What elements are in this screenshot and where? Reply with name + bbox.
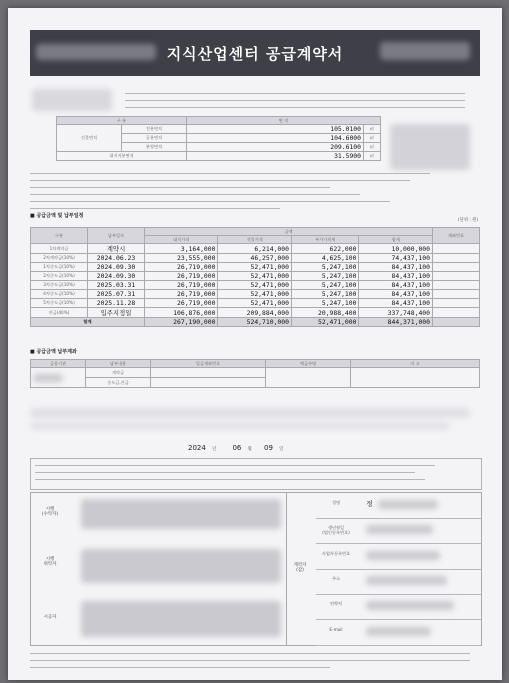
- buyer-field-row: [316, 518, 481, 544]
- payment-header-account: 계좌번호: [433, 228, 480, 244]
- area-unit: ㎡: [364, 125, 381, 134]
- title-bar: [30, 30, 480, 76]
- area-group-label: 건물면적: [57, 125, 122, 152]
- payment-date: 계약시: [88, 244, 145, 254]
- payment-header-date: 납부일자: [88, 228, 145, 244]
- payment-label: 2차계약금(10%): [31, 254, 88, 263]
- buyer-name: 정: [366, 500, 373, 508]
- account-content: 중도금,잔금: [86, 378, 151, 388]
- buyer-field-row: [316, 493, 481, 519]
- payment-row: [31, 290, 480, 299]
- seller-label: 시행 (수탁자): [41, 507, 59, 517]
- buyer-field-label: 사업자등록번호: [321, 550, 351, 556]
- payment-total: 74,437,100: [359, 254, 433, 263]
- payment-vat: 20,988,400: [291, 308, 359, 318]
- payment-total-label: 합계: [31, 318, 145, 327]
- payment-date: 2024.09.30: [88, 272, 145, 281]
- payment-land: 26,719,000: [145, 272, 218, 281]
- date-year-unit: 년: [212, 447, 217, 452]
- area-table: [56, 116, 381, 161]
- parties-block: [30, 492, 482, 646]
- account-table: [30, 359, 480, 388]
- payment-building: 52,471,000: [218, 281, 291, 290]
- area-value: 104.6000: [187, 134, 364, 143]
- buyer-field-row: [316, 544, 481, 570]
- payment-header-land: 대지가격: [145, 236, 218, 244]
- payment-label: 2차중도금(10%): [31, 272, 88, 281]
- payment-label: 잔금(40%): [31, 308, 88, 318]
- payment-account: [433, 299, 480, 308]
- buyer-label: 계약자 (갑): [293, 563, 307, 573]
- payment-total-building: 524,710,000: [218, 318, 291, 327]
- payment-date: 2025.03.31: [88, 281, 145, 290]
- buyer-field-label: 주소: [331, 575, 341, 581]
- payment-account: [433, 308, 480, 318]
- area-label: 공용면적: [122, 134, 187, 143]
- payment-date: 2025.11.28: [88, 299, 145, 308]
- payment-account: [433, 263, 480, 272]
- payment-date: 입주지정일: [88, 308, 145, 318]
- payment-row: [31, 272, 480, 281]
- buyer-field-row: [316, 594, 481, 620]
- account-header-holder: 예금주명: [266, 360, 351, 368]
- payment-total-vat: 52,471,000: [291, 318, 359, 327]
- payment-total: 337,748,400: [359, 308, 433, 318]
- payment-building: 46,257,000: [218, 254, 291, 263]
- payment-row: [31, 244, 480, 254]
- account-header-note: 비 고: [351, 360, 480, 368]
- payment-account: [433, 290, 480, 299]
- payment-vat: 4,625,100: [291, 254, 359, 263]
- payment-header-amount: 금액: [145, 228, 433, 236]
- date-day-unit: 일: [279, 447, 284, 452]
- payment-vat: 5,247,100: [291, 272, 359, 281]
- payment-date: 2024.06.23: [88, 254, 145, 263]
- date-month: 06: [232, 444, 242, 452]
- contract-date: [188, 444, 338, 452]
- payment-account: [433, 254, 480, 263]
- area-value: 31.5900: [187, 152, 364, 161]
- payment-total: 84,437,100: [359, 290, 433, 299]
- payment-date: 2024.09.30: [88, 263, 145, 272]
- payment-total: 84,437,100: [359, 281, 433, 290]
- constructor-label: 시공자: [43, 615, 57, 620]
- area-unit: ㎡: [364, 152, 381, 161]
- payment-total: 84,437,100: [359, 299, 433, 308]
- payment-label: 1차중도금(10%): [31, 263, 88, 272]
- payment-building: 52,471,000: [218, 272, 291, 281]
- payment-account: [433, 244, 480, 254]
- payment-land: 26,719,000: [145, 263, 218, 272]
- payment-land: 23,555,000: [145, 254, 218, 263]
- buyer-field-label: 생년월일 (법인등록번호): [322, 525, 350, 536]
- payment-header-total: 합계: [359, 236, 433, 244]
- payment-land: 26,719,000: [145, 299, 218, 308]
- payment-header-vat: 부가가치세: [291, 236, 359, 244]
- area-unit: ㎡: [364, 134, 381, 143]
- payment-date: 2025.07.31: [88, 290, 145, 299]
- area-unit: ㎡: [364, 143, 381, 152]
- payment-land: 26,719,000: [145, 281, 218, 290]
- payment-header-building: 건물가격: [218, 236, 291, 244]
- buyer-field-label: E-mail: [329, 626, 343, 632]
- account-section-title: ■ 공급금액 납부계좌: [30, 349, 77, 355]
- buyer-field-label: 성명: [331, 500, 341, 505]
- payment-vat: 5,247,100: [291, 290, 359, 299]
- payment-label: 3차중도금(10%): [31, 281, 88, 290]
- developer-label: 시행 위탁자: [43, 557, 57, 567]
- date-day: 09: [264, 444, 273, 452]
- payment-section-title: ■ 공급금액 및 납부일정: [30, 213, 84, 219]
- buyer-field-label: 연락처: [329, 601, 343, 607]
- area-header-area: 면 적: [187, 117, 381, 125]
- payment-account: [433, 272, 480, 281]
- account-header-bank: 금융기관: [31, 360, 86, 368]
- date-year: 2024: [188, 444, 206, 452]
- payment-vat: 5,247,100: [291, 281, 359, 290]
- account-header-content: 납부내용: [86, 360, 151, 368]
- payment-unit: (단위 : 원): [458, 218, 478, 223]
- buyer-field-row: [316, 620, 481, 646]
- payment-vat: 622,000: [291, 244, 359, 254]
- payment-building: 52,471,000: [218, 263, 291, 272]
- payment-vat: 5,247,100: [291, 263, 359, 272]
- payment-row: [31, 263, 480, 272]
- contract-page: [8, 8, 502, 680]
- date-month-unit: 월: [247, 447, 252, 452]
- payment-building: 52,471,000: [218, 299, 291, 308]
- area-header-category: 구 분: [57, 117, 187, 125]
- payment-total: 84,437,100: [359, 272, 433, 281]
- payment-label: 1차계약금: [31, 244, 88, 254]
- account-bank: [31, 368, 86, 388]
- payment-row: [31, 281, 480, 290]
- payment-table: [30, 227, 480, 327]
- payment-total: 10,000,000: [359, 244, 433, 254]
- payment-row: [31, 299, 480, 308]
- payment-header-category: 구분: [31, 228, 88, 244]
- payment-land: 106,876,000: [145, 308, 218, 318]
- area-label: 전용면적: [122, 125, 187, 134]
- account-content: 계약금: [86, 368, 151, 378]
- payment-total-land: 267,190,000: [145, 318, 218, 327]
- area-value: 105.0100: [187, 125, 364, 134]
- buyer-field-row: [316, 569, 481, 595]
- payment-total-sum: 844,371,000: [359, 318, 433, 327]
- payment-row: [31, 254, 480, 263]
- payment-building: 6,214,000: [218, 244, 291, 254]
- payment-total: 84,437,100: [359, 263, 433, 272]
- payment-account: [433, 281, 480, 290]
- payment-vat: 5,247,100: [291, 299, 359, 308]
- land-label: 대지지분면적: [57, 152, 187, 161]
- document-title: 지식산업센터 공급계약서: [166, 45, 344, 63]
- payment-land: 26,719,000: [145, 290, 218, 299]
- area-value: 209.6100: [187, 143, 364, 152]
- area-label: 분양면적: [122, 143, 187, 152]
- payment-building: 209,884,000: [218, 308, 291, 318]
- payment-label: 4차중도금(10%): [31, 290, 88, 299]
- account-header-number: 입금계좌번호: [151, 360, 266, 368]
- payment-label: 5차중도금(10%): [31, 299, 88, 308]
- payment-row: [31, 308, 480, 318]
- payment-building: 52,471,000: [218, 290, 291, 299]
- payment-land: 3,164,000: [145, 244, 218, 254]
